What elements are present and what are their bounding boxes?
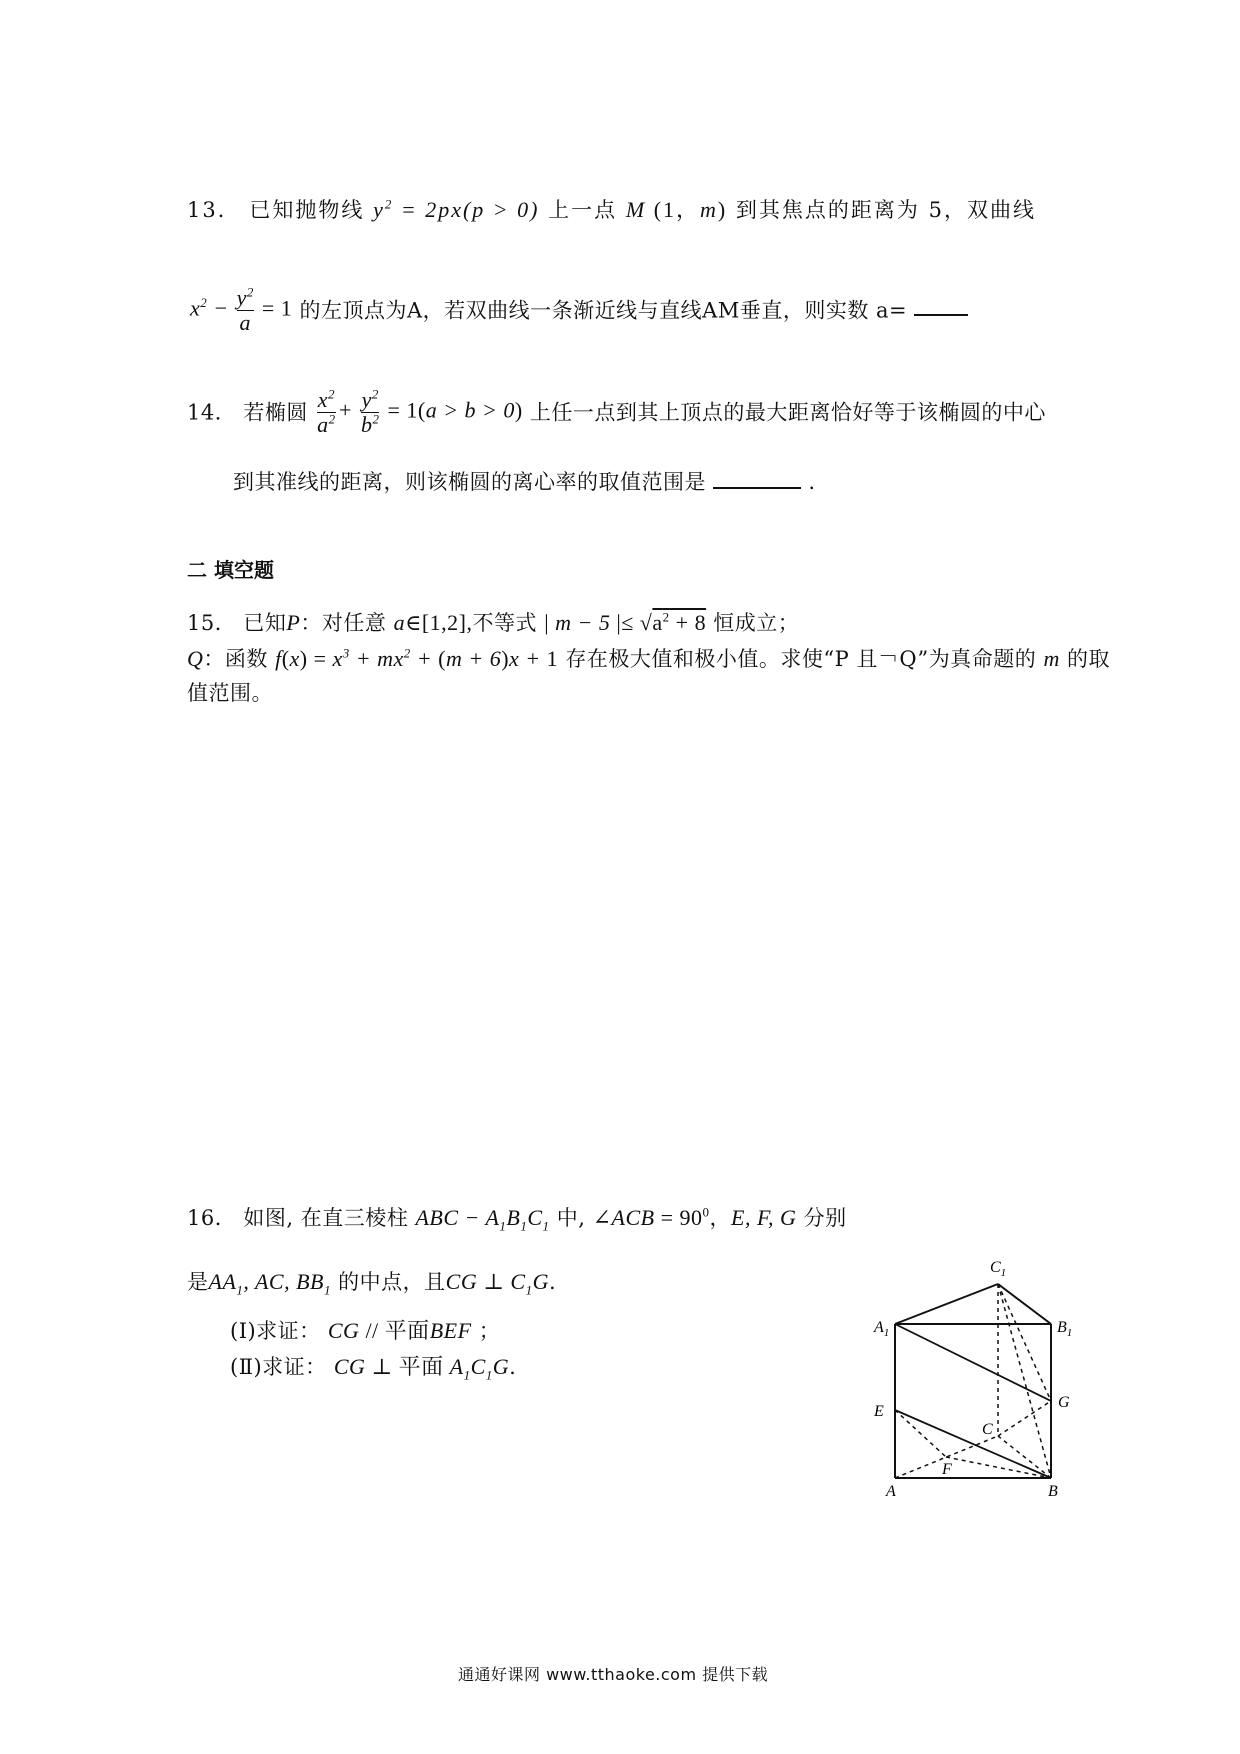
q13-line1 [187,196,1036,224]
label-c1: $C_1$ [990,1259,1007,1279]
q15-text-g: 的取 [1067,647,1111,671]
segment-e-f [895,1410,946,1457]
q15-p: P [286,610,301,635]
q15-inequality: | m − 5 |≤ $√a^2 + 8$ [544,609,707,635]
q15-function: $f(x) = x^3 + mx^2 + (m + 6)x + 1$ [275,645,559,671]
q15-a-range: a∈[1,2], [393,610,473,635]
footer: 通通好课网 www.tthaoke.com 提供下载 [458,1665,769,1684]
q14-line1 [187,388,1046,448]
prism-figure [860,1248,1120,1498]
q16-part2-end: . [509,1355,517,1379]
q16-line2 [187,1268,556,1296]
q14-ellipse-equation: $\frac{x^2}{a^2}$ + $\frac{y^2}{b^2}$ = 1(a > b > 0) [317,386,523,437]
q16-part2-math: CG ⊥ 平面 $A_1C_1G$ [333,1354,510,1383]
q14-text-c: 到其准线的距离，则该椭圆的离心率的取值范围是 [233,470,706,494]
q16-part2-label: (Ⅱ)求证： [230,1355,327,1379]
section-title: 二 填空题 [187,558,274,582]
q15-text-a: 已知 [243,611,287,635]
q15-text-c: 不等式 [472,611,537,635]
q16-part1 [230,1317,500,1346]
q13-point-m: M (1，m) [625,197,728,222]
q13-text-d: 的左顶点为A，若双曲线一条渐近线与直线AM垂直，则实数 a= [299,298,908,323]
label-e: E [874,1403,884,1420]
q13-hyperbola-equation: $x^2$ − $\frac{y^2}{a}$ = 1 [190,284,293,335]
edge-a1-c1 [895,1284,998,1324]
q16-text-a: 如图, 在直三棱柱 [243,1206,409,1230]
segment-c1-b [998,1284,1051,1478]
q16-points: E, F, G [731,1205,797,1230]
q14-number: 14． [187,400,237,425]
q14-text-a: 若椭圆 [243,400,308,425]
q16-perp: CG ⊥ $C_1G$ [445,1269,549,1298]
label-a: A [886,1483,896,1498]
q16-text-f: 的中点，且 [338,1270,446,1294]
q15-text-h: 值范围。 [187,681,273,705]
q13-text-b: 上一点 [548,198,618,222]
q13-line2 [190,286,968,346]
q16-text-c: ， [709,1206,732,1230]
q13-answer-blank [914,296,968,316]
q14-line2 [233,468,816,496]
q14-answer-blank [713,469,801,489]
q16-text-e: 是 [187,1270,209,1294]
q15-line2 [187,645,1110,673]
q15-text-f: 存在极大值和极小值。求使“P 且￢Q”为真命题的 [565,647,1037,671]
q15-number: 15． [187,611,237,635]
q13-parabola-equation: $y^2 = 2px(p > 0)$ [373,196,540,222]
q15-line1 [187,609,799,637]
q16-prism: ABC − $A_1B_1C_1$ [415,1205,550,1234]
q16-part1-end: ； [478,1319,501,1343]
segment-a1-g [895,1324,1051,1401]
q16-angle: ∠ACB = $90^0$ [592,1204,710,1230]
q15-line3 [187,679,273,707]
label-b1: $B_1$ [1057,1319,1073,1339]
q16-part1-label: (Ⅰ)求证： [230,1319,321,1343]
segment-f-b [946,1457,1051,1478]
segment-c-g [998,1401,1051,1436]
q16-number: 16． [187,1206,237,1230]
q15-text-b: ：对任意 [300,611,387,635]
segment-c1-g [998,1284,1051,1401]
label-b: B [1048,1483,1058,1498]
q16-end: . [549,1270,557,1294]
q15-text-d: 恒成立； [713,611,800,635]
label-g: G [1058,1394,1070,1411]
q16-line1 [187,1204,847,1232]
q16-part2 [230,1353,516,1382]
label-c: C [982,1421,993,1438]
label-a1: $A_1$ [874,1319,890,1339]
q16-part1-math: CG // 平面BEF [327,1318,472,1344]
edge-b-c [998,1436,1051,1478]
q13-number: 13． [187,198,241,222]
q13-text-a: 已知抛物线 [249,198,365,222]
q16-text-d: 分别 [803,1206,847,1230]
q13-text-c: 到其焦点的距离为 5，双曲线 [735,198,1036,222]
q14-text-b: 上任一点到其上顶点的最大距离恰好等于该椭圆的中心 [529,400,1046,425]
edge-b1-c1 [998,1284,1051,1324]
q16-text-b: 中, [556,1206,586,1230]
q14-end: . [808,470,816,494]
q16-midpoints: $AA_1$, AC, $BB_1$ [208,1269,331,1298]
q15-text-e: ：函数 [203,647,268,671]
q15-q: Q [187,646,204,671]
q15-m: m [1043,646,1060,671]
label-f: F [942,1461,952,1478]
